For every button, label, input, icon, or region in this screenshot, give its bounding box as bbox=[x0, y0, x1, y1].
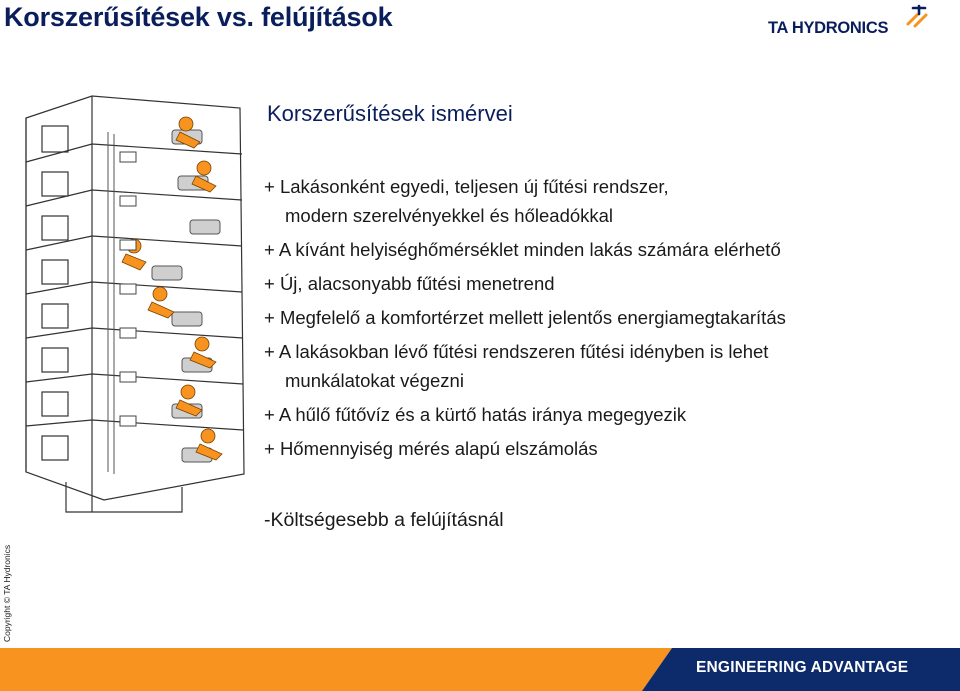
list-item bbox=[264, 432, 954, 466]
copyright-notice: Copyright © TA Hydronics bbox=[2, 544, 12, 642]
list-item-line: + Megfelelő a komfortérzet mellett jelentős energiamegtakarítás bbox=[264, 307, 786, 328]
list-item-line: + Lakásonként egyedi, teljesen új fűtési rendszer, bbox=[264, 176, 669, 197]
list-item bbox=[264, 172, 954, 230]
cost-note: -Költségesebb a felújításnál bbox=[264, 509, 504, 531]
ta-hydronics-logo-icon bbox=[904, 4, 930, 30]
criteria-list bbox=[264, 170, 954, 466]
list-item-line: + A hűlő fűtővíz és a kürtő hatás iránya megegyezik bbox=[264, 404, 687, 425]
list-item bbox=[264, 233, 954, 267]
page-title: Korszerűsítések vs. felújítások bbox=[4, 2, 393, 32]
footer-label: ENGINEERING ADVANTAGE bbox=[696, 659, 909, 676]
list-item-line: + A kívánt helyiséghőmérséklet minden lakás számára elérhető bbox=[264, 239, 781, 260]
list-item bbox=[264, 337, 954, 395]
list-item bbox=[264, 267, 954, 301]
list-item-continuation: munkálatokat végezni bbox=[285, 370, 464, 391]
list-item-line: + Hőmennyiség mérés alapú elszámolás bbox=[264, 438, 598, 459]
list-item bbox=[264, 398, 954, 432]
list-item bbox=[264, 301, 954, 335]
brand-logo bbox=[768, 4, 938, 38]
list-item-line: + A lakásokban lévő fűtési rendszeren fűtési idényben is lehet bbox=[264, 341, 769, 362]
apartment-building-cutaway-illustration bbox=[22, 92, 260, 517]
list-item-continuation: modern szerelvényekkel és hőleadókkal bbox=[285, 205, 614, 226]
list-item-line: + Új, alacsonyabb fűtési menetrend bbox=[264, 273, 555, 294]
section-heading: Korszerűsítések ismérvei bbox=[267, 101, 513, 126]
logo-text: TA HYDRONICS bbox=[768, 19, 889, 37]
